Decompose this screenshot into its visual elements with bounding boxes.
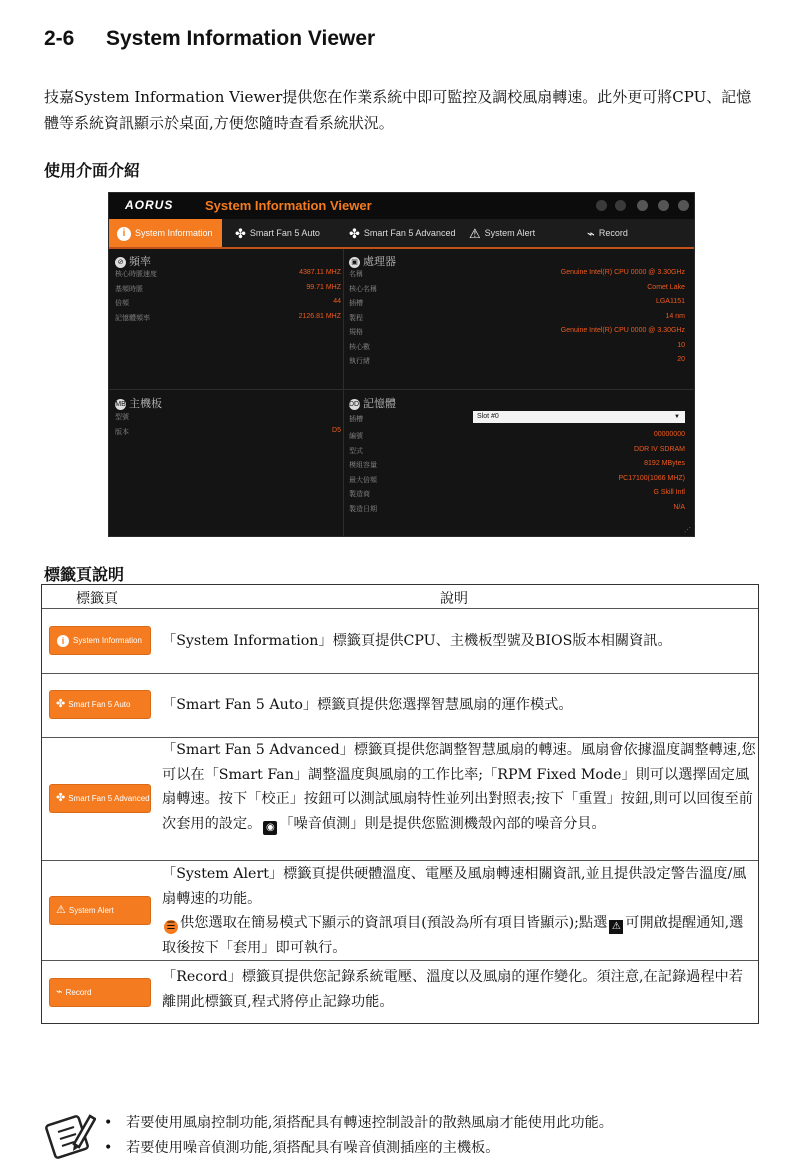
cpu-value: 20 — [677, 356, 685, 363]
tab-system-alert[interactable]: ⚠ System Alert — [461, 219, 573, 247]
cpu-label: 製程 — [349, 315, 363, 322]
cpu-value: 14 nm — [665, 313, 685, 320]
tabs-heading: 標籤頁說明 — [44, 565, 125, 584]
col-header-desc: 說明 — [440, 591, 468, 607]
mem-value: G Skill Intl — [653, 489, 685, 496]
theme-icon[interactable] — [637, 200, 648, 211]
mem-value: PC17100(1066 MHZ) — [618, 475, 685, 482]
info-icon: i — [57, 635, 69, 647]
tab-button-smart-fan-advanced: ✤ Smart Fan 5 Advanced — [50, 785, 150, 812]
mem-label: 編號 — [349, 433, 363, 440]
mb-label: 版本 — [115, 429, 129, 436]
ui-heading: 使用介面介紹 — [44, 161, 141, 180]
record-icon: ⌁ — [56, 986, 63, 999]
tab-button-system-alert: ⚠ System Alert — [50, 897, 150, 924]
mem-label: 模組容量 — [349, 462, 377, 469]
mb-panel-title: MB 主機板 — [115, 398, 162, 410]
note-pencil-icon — [44, 1108, 96, 1160]
section-number: 2-6 — [44, 27, 75, 50]
desc-system-information: 「System Information」標籤頁提供CPU、主機板型號及BIOS版本相關資訊。 — [162, 633, 672, 649]
note-item: • 若要使用風扇控制功能,須搭配具有轉速控制設計的散熱風扇才能使用此功能。 — [104, 1115, 613, 1131]
mem-label: 製造日期 — [349, 506, 377, 513]
mb-label: 型號 — [115, 414, 129, 421]
alert-icon: ⚠ — [56, 904, 66, 917]
freq-label: 核心時脈速度 — [115, 271, 157, 278]
fan-advanced-icon: ✤ — [56, 792, 66, 805]
list-icon: ☰ — [164, 920, 178, 934]
minimize-icon[interactable] — [658, 200, 669, 211]
dropdown-arrow-icon: ▼ — [674, 414, 680, 420]
menu-icon[interactable] — [615, 200, 626, 211]
gear-icon[interactable] — [596, 200, 607, 211]
cpu-icon: ▣ — [349, 257, 360, 268]
close-icon[interactable] — [678, 200, 689, 211]
freq-value: 2126.81 MHZ — [298, 313, 341, 320]
cpu-label: 插槽 — [349, 300, 363, 307]
cpu-label: 名稱 — [349, 271, 363, 278]
warning-icon: ⚠ — [609, 920, 623, 934]
cpu-value: Comet Lake — [647, 284, 685, 291]
freq-value: 4387.11 MHZ — [299, 269, 341, 276]
mem-value: N/A — [673, 504, 685, 511]
mem-value: 00000000 — [653, 431, 685, 438]
tab-smart-fan-auto[interactable]: ✤ Smart Fan 5 Auto — [227, 219, 339, 247]
info-icon: i — [117, 227, 131, 241]
mb-value: D5 — [332, 427, 341, 434]
freq-label: 倍頻 — [115, 300, 129, 307]
tab-smart-fan-advanced[interactable]: ✤ Smart Fan 5 Advanced — [341, 219, 459, 247]
fan-icon: ✤ — [235, 225, 246, 241]
frequency-icon: ⊘ — [115, 257, 126, 268]
ddr-icon: DDR — [349, 400, 365, 408]
cpu-panel-title: ▣ 處理器 — [349, 253, 396, 269]
mem-slot-label: 插槽 — [349, 416, 363, 423]
cpu-label: 執行緒 — [349, 358, 370, 365]
tab-description-table — [41, 584, 759, 1024]
col-header-tab: 標籤頁 — [76, 591, 118, 607]
freq-value: 44 — [333, 298, 341, 305]
desc-record: 「Record」標籤頁提供您記錄系統電壓、溫度以及風扇的運作變化。須注意,在記錄過程中若離開此標籤頁,程式將停止記錄功能。 — [162, 969, 743, 1010]
fan-advanced-icon: ✤ — [349, 225, 360, 241]
desc-system-alert: 「System Alert」標籤頁提供硬體溫度、電壓及風扇轉速相關資訊,並且提供設定警告溫度/風扇轉速的功能。 ☰ 供您選取在簡易模式下顯示的資訊項目(預設為所有項目皆顯示);點選 ⚠ 可開啟提醒通知,選取後按下「套用」即可執行。 — [162, 866, 747, 956]
cpu-value: Genuine Intel(R) CPU 0000 @ 3.30GHz — [560, 327, 685, 334]
motherboard-icon: MB — [115, 400, 126, 408]
mem-label: 最大倍頻 — [349, 477, 377, 484]
cpu-value: 10 — [677, 342, 685, 349]
desc-smart-fan-advanced: 「Smart Fan 5 Advanced」標籤頁提供您調整智慧風扇的轉速。風扇會依據溫度調整轉速,您可以在「Smart Fan」調整溫度與風扇的工作比率;「RPM Fixed Mode」則可以選擇固定風扇轉速。按下「校正」按鈕可以測試風扇特性並列出對照表;按下「重置」按鈕,則可以回復至前次套用的設定。 ◉ 「噪音偵測」則是提供您監測機殼內部的噪音分貝。 — [162, 742, 756, 833]
fan-icon: ✤ — [56, 698, 66, 711]
desc-smart-fan-auto: 「Smart Fan 5 Auto」標籤頁提供您選擇智慧風扇的運作模式。 — [162, 697, 573, 713]
app-tabbar — [109, 219, 694, 249]
cpu-value: Genuine Intel(R) CPU 0000 @ 3.30GHz — [560, 269, 685, 276]
freq-label: 基頻時脈 — [115, 286, 143, 293]
mem-value: DDR IV SDRAM — [634, 446, 685, 453]
section-title: System Information Viewer — [106, 27, 376, 50]
app-window — [108, 192, 695, 537]
cpu-label: 核心名稱 — [349, 286, 377, 293]
intro-paragraph: 技嘉System Information Viewer提供您在作業系統中即可監控及調校風扇轉速。此外更可將CPU、記憶體等系統資訊顯示於桌面,方便您隨時查看系統狀況。 — [44, 88, 752, 132]
record-icon: ⌁ — [587, 225, 595, 241]
tab-button-smart-fan-auto: ✤ Smart Fan 5 Auto — [50, 691, 150, 718]
cpu-label: 核心數 — [349, 344, 370, 351]
mem-value: 8192 MBytes — [644, 460, 685, 467]
app-titlebar — [109, 193, 694, 219]
mem-panel-title: DDR記憶體 — [349, 398, 396, 410]
alert-icon: ⚠ — [469, 225, 481, 241]
cpu-label: 規格 — [349, 329, 363, 336]
note-item: • 若要使用噪音偵測功能,須搭配具有噪音偵測插座的主機板。 — [104, 1140, 500, 1156]
freq-panel-title: ⊘ 頻率 — [115, 253, 151, 269]
tab-button-system-information: i System Information — [50, 627, 150, 654]
tab-record[interactable]: ⌁ Record — [579, 219, 691, 247]
tab-button-record: ⌁ Record — [50, 979, 150, 1006]
tab-system-information[interactable]: i System Information — [109, 219, 222, 247]
noise-detection-icon: ◉ — [263, 821, 277, 835]
freq-value: 99.71 MHZ — [306, 284, 341, 291]
resize-grip-icon[interactable]: ⋰ — [684, 527, 691, 534]
freq-label: 記憶體頻率 — [115, 315, 150, 322]
mem-label: 型式 — [349, 448, 363, 455]
aorus-logo: AORUS — [125, 198, 174, 212]
mem-label: 製造商 — [349, 491, 370, 498]
cpu-value: LGA1151 — [655, 298, 685, 305]
app-title: System Information Viewer — [205, 198, 372, 213]
slot-select[interactable]: Slot #0 ▼ — [473, 411, 685, 423]
